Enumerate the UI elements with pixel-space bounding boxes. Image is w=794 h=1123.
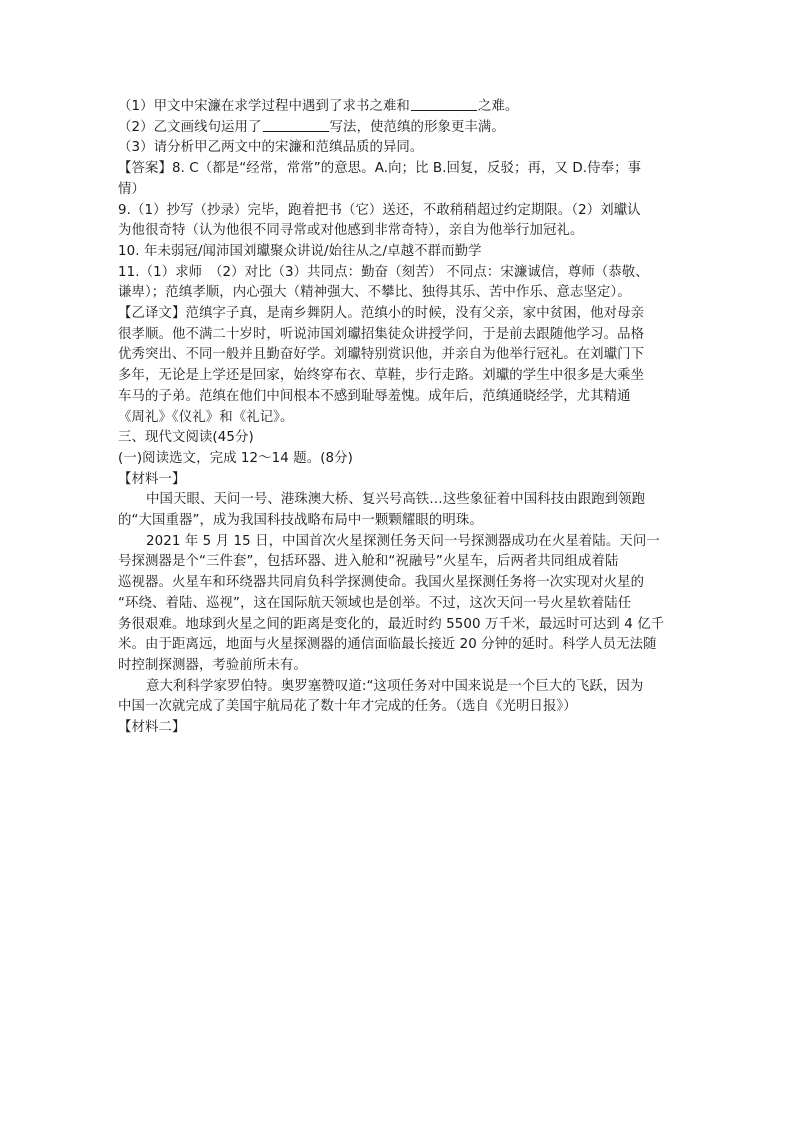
paragraph-line: 务很艰难。地球到火星之间的距离是变化的，最近时约 5500 万千米，最远时可达到 4 亿千 <box>118 616 665 632</box>
translation-line: 车马的子弟。范缜在他们中间根本不感到耻辱羞愧。成年后，范缜通晓经学，尤其精通 <box>118 388 631 404</box>
answer-10: 10. 年未弱冠/闻沛国刘瓛聚众讲说/始往从之/卓越不群而勤学 <box>118 243 482 259</box>
translation-line: 优秀突出、不同一般并且勤奋好学。刘瓛特别赏识他，并亲自为他举行冠礼。在刘瓛门下 <box>118 347 645 363</box>
material-2-label: 【材料二】 <box>118 720 186 736</box>
answer-11-line: 11.（1）求师 （2）对比（3）共同点：勤奋（刻苦） 不同点：宋濂诚信，尊师（恭敬、 <box>118 264 649 280</box>
translation-line: 很孝顺。他不满二十岁时，听说沛国刘瓛招集徒众讲授学问，于是前去跟随他学习。品格 <box>118 326 645 342</box>
paragraph-line: “环绕、着陆、巡视”，这在国际航天领域也是创举。不过，这次天问一号火星软着陆任 <box>118 595 632 611</box>
question-2-suffix: 写法，使范缜的形象更丰满。 <box>329 119 505 135</box>
paragraph-line: 时控制探测器，考验前所未有。 <box>118 657 307 673</box>
paragraph-line: 巡视器。火星车和环绕器共同肩负科学探测使命。我国火星探测任务将一次实现对火星的 <box>118 575 645 591</box>
question-3: （3）请分析甲乙两文中的宋濂和范缜品质的异同。 <box>118 140 424 156</box>
question-1-prefix: （1）甲文中宋濂在求学过程中遇到了求书之难和 <box>118 99 410 114</box>
question-2-prefix: （2）乙文画线句运用了 <box>118 119 262 135</box>
paragraph-line: 中国一次就完成了美国宇航局花了数十年才完成的任务。（选自《光明日报》） <box>118 699 577 715</box>
question-1 <box>118 97 680 118</box>
answer-9-line: 9.（1）抄写（抄录）完毕，跑着把书（它）送还，不敢稍稍超过约定期限。（2）刘瓛认 <box>118 202 641 218</box>
paragraph-line: 2021 年 5 月 15 日，中国首次火星探测任务天问一号探测器成功在火星着陆。天问一 <box>146 533 660 549</box>
translation-line: 《周礼》《仪礼》和《礼记》。 <box>118 409 294 425</box>
paragraph-line: 中国天眼、天问一号、港珠澳大桥、复兴号高铁…这些象征着中国科技由跟跑到领跑 <box>146 492 646 508</box>
paragraph-line: 的“大国重器”，成为我国科技战略布局中一颗颗耀眼的明珠。 <box>118 513 483 529</box>
answer-8-line: 情） <box>118 181 145 197</box>
answer-11-line: 谦卑）；范缜孝顺，内心强大（精神强大、不攀比、独得其乐、苦中作乐、意志坚定）。 <box>118 285 631 301</box>
question-2 <box>118 118 680 139</box>
paragraph-line: 米。由于距离远，地面与火星探测器的通信面临最长接近 20 分钟的延时。科学人员无法随 <box>118 637 657 653</box>
material-1-label: 【材料一】 <box>118 471 186 487</box>
translation-line: 【乙译文】范缜字子真，是南乡舞阴人。范缜小的时候，没有父亲，家中贫困，他对母亲 <box>118 306 645 322</box>
section-heading: 三、现代文阅读(45分) <box>118 430 254 446</box>
section-subheading: (一)阅读选文，完成 12～14 题。(8分) <box>118 450 353 466</box>
answer-blank <box>411 97 477 111</box>
answer-9-line: 为他很奇特（认为他很不同寻常或对他感到非常奇特），亲自为他举行加冠礼。 <box>118 223 584 239</box>
document-page <box>118 97 680 739</box>
translation-line: 多年，无论是上学还是回家，始终穿布衣、草鞋，步行走路。刘瓛的学生中很多是大乘坐 <box>118 368 645 384</box>
paragraph-line: 意大利科学家罗伯特。奥罗塞赞叹道:“这项任务对中国来说是一个巨大的飞跃，因为 <box>146 678 644 694</box>
question-1-suffix: 之难。 <box>477 99 519 114</box>
answer-8-line: 【答案】8. C（都是“经常，常常”的意思。A.向；比 B.回复，反驳；再，又 D.侍奉；事 <box>118 161 642 177</box>
answer-blank <box>263 118 329 132</box>
paragraph-line: 号探测器是个“三件套”，包括环器、进入舱和“祝融号”火星车，后两者共同组成着陆 <box>118 554 619 570</box>
